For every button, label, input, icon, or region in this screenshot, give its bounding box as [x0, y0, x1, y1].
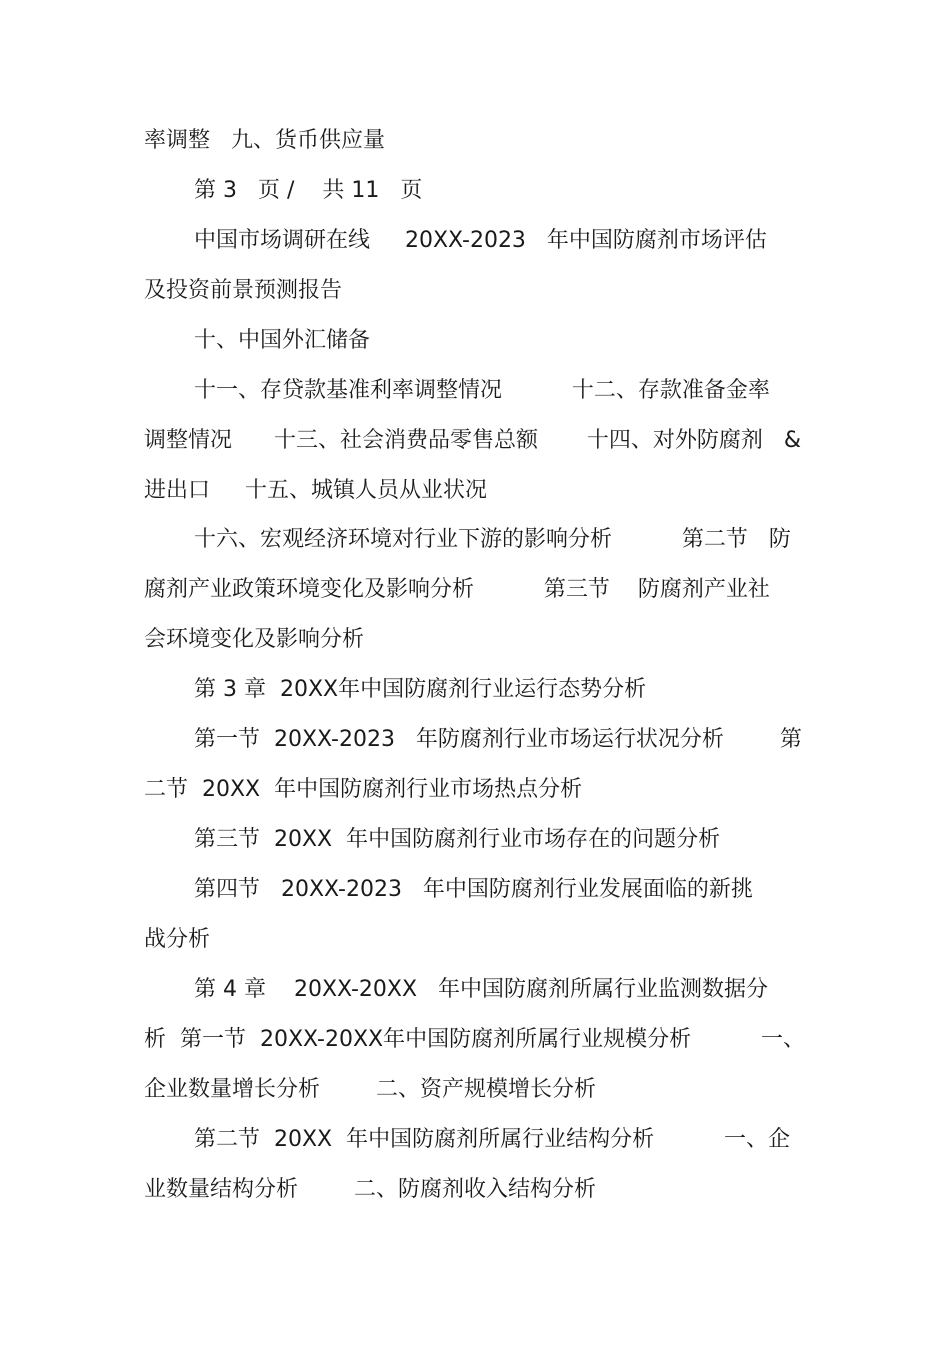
text-line-11: 会环境变化及影响分析 [144, 627, 365, 652]
text-line-13: 第一节 20XX-2023 年防腐剂行业市场运行状况分析 第 [194, 727, 802, 752]
text-line-6: 十一、存贷款基准利率调整情况 十二、存款准备金率 [194, 378, 770, 403]
text-line-22: 业数量结构分析 二、防腐剂收入结构分析 [144, 1177, 596, 1202]
text-line-15: 第三节 20XX 年中国防腐剂行业市场存在的问题分析 [194, 827, 721, 852]
text-line-10: 腐剂产业政策环境变化及影响分析 第三节 防腐剂产业社 [144, 577, 770, 602]
text-line-14: 二节 20XX 年中国防腐剂行业市场热点分析 [144, 777, 583, 802]
text-line-5: 十、中国外汇储备 [194, 328, 371, 353]
chapter-heading-4: 第 4 章 20XX-20XX 年中国防腐剂所属行业监测数据分 [194, 977, 769, 1002]
text-line-8: 进出口 十五、城镇人员从业状况 [144, 478, 487, 503]
text-line-9: 十六、宏观经济环境对行业下游的影响分析 第二节 防 [194, 527, 791, 552]
text-line-7: 调整情况 十三、社会消费品零售总额 十四、对外防腐剂 & [144, 428, 802, 453]
text-line-19: 析 第一节 20XX-20XX年中国防腐剂所属行业规模分析 一、 [144, 1027, 806, 1052]
text-line-1: 率调整 九、货币供应量 [144, 128, 385, 153]
chapter-heading-3: 第 3 章 20XX年中国防腐剂行业运行态势分析 [194, 677, 647, 702]
text-line-16: 第四节 20XX-2023 年中国防腐剂行业发展面临的新挑 [194, 877, 753, 902]
text-line-21: 第二节 20XX 年中国防腐剂所属行业结构分析 一、企 [194, 1127, 791, 1152]
text-line-17: 战分析 [144, 927, 211, 952]
text-line-4: 及投资前景预测报告 [144, 278, 343, 303]
text-line-3: 中国市场调研在线 20XX-2023 年中国防腐剂市场评估 [194, 228, 767, 253]
page-indicator: 第 3 页 / 共 11 页 [194, 178, 423, 203]
text-line-20: 企业数量增长分析 二、资产规模增长分析 [144, 1077, 596, 1102]
